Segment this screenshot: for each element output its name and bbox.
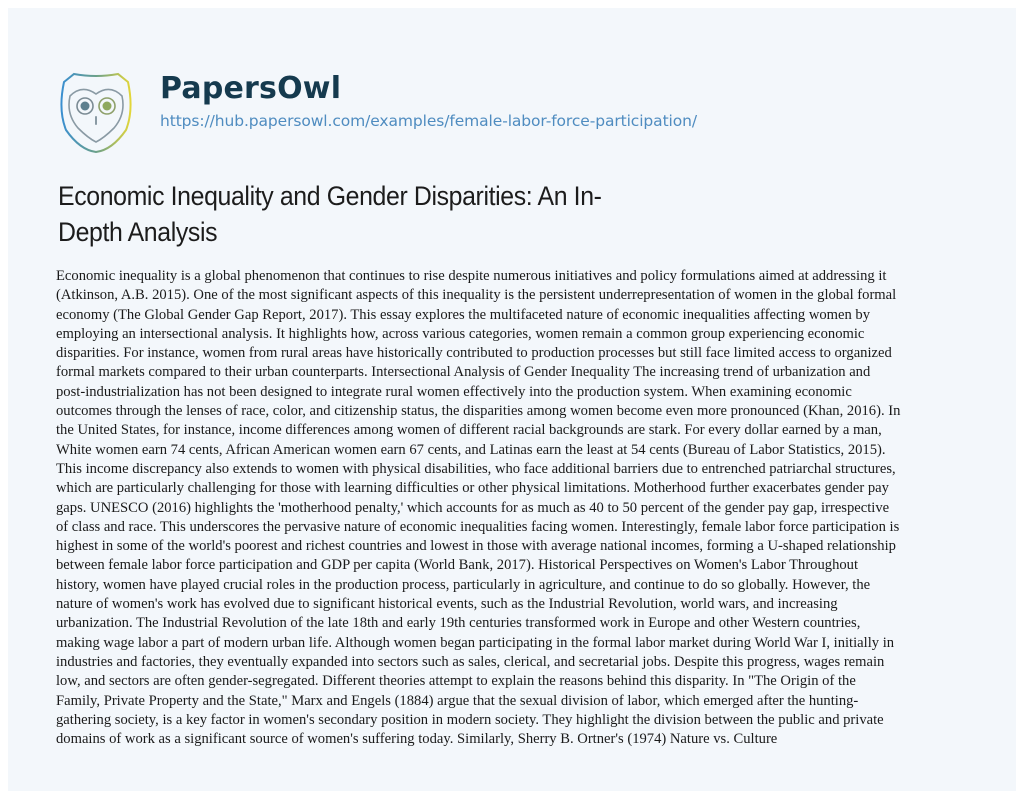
body-line: Economic inequality is a global phenomenon that continues to rise despite numerous initiatives and policy formulations aimed at addressing it [56, 268, 887, 284]
page-title [58, 178, 702, 250]
body-line: low, and sectors are often gender-segregated. Different theories attempt to explain the reasons behind this disparity. In "The Origin of the [56, 673, 856, 690]
body-line: the United States, for instance, income differences among women of different racial backgrounds are stark. For every dollar earned by a man, [56, 422, 882, 439]
body-line: gaps. UNESCO (2016) highlights the 'motherhood penalty,' which accounts for as much as 40 to 50 percent of the gender pay gap, irrespective [56, 499, 890, 516]
body-line: Family, Private Property and the State," Marx and Engels (1884) argue that the sexual division of labor, which emerged after the hunting- [56, 692, 859, 709]
body-line: nature of women's work has evolved due to significant historical events, such as the Industrial Revolution, world wars, and increasing [56, 596, 838, 613]
document-card [8, 8, 1016, 791]
site-header [56, 70, 136, 166]
body-line: urbanization. The Industrial Revolution of the late 18th and early 19th centuries transformed work in Europe and other Western countries, [56, 615, 861, 632]
body-line: industries and factories, they eventually expanded into sectors such as sales, clerical, and secretarial jobs. Despite this progress, wages remain [56, 653, 885, 670]
body-line: of class and race. This underscores the pervasive nature of economic inequalities facing women. Interestingly, female labor force participation is [56, 518, 900, 535]
body-line: making wage labor a part of modern urban life. Although women began participating in the formal labor market during World War I, initially in [56, 634, 895, 651]
article-body [56, 267, 982, 749]
body-line: White women earn 74 cents, African American women earn 67 cents, and Latinas earn the least at 54 cents (Bureau of Labor Statistics, 2015). [56, 441, 886, 458]
body-line: outcomes through the lenses of race, color, and citizenship status, the disparities among women become even more pronounced (Khan, 2016). In [56, 403, 901, 420]
source-url-link[interactable]: https://hub.papersowl.com/examples/female-labor-force-participation/ [160, 112, 697, 130]
body-line: highest in some of the world's poorest and richest countries and lowest in those with average national incomes, forming a U-shaped relationship [56, 538, 896, 555]
title-line-2: Depth Analysis [58, 217, 218, 247]
brand-name[interactable]: PapersOwl [160, 71, 342, 106]
body-line: disparities. For instance, women from rural areas have historically contributed to production processes but still face limited access to organized [56, 345, 892, 362]
body-line: domains of work as a significant source of women's suffering today. Similarly, Sherry B. Ortner's (1974) Nature vs. Culture [56, 731, 778, 748]
body-line: employing an intersectional analysis. It highlights how, across various categories, women remain a common group experiencing economic [56, 325, 865, 342]
body-line: history, women have played crucial roles in the production process, particularly in agriculture, and continue to do so globally. However, the [56, 576, 871, 593]
body-line: This income discrepancy also extends to women with physical disabilities, who face additional barriers due to entrenched patriarchal structures, [56, 460, 896, 477]
body-line: formal markets compared to their urban counterparts. Intersectional Analysis of Gender Inequality The increasing trend of urbanization and [56, 364, 871, 381]
body-line: post-industrialization has not been designed to integrate rural women effectively into the production system. When examining economic [56, 383, 852, 400]
brand [160, 70, 341, 108]
body-line: economy (The Global Gender Gap Report, 2017). This essay explores the multifaceted nature of economic inequalities affecting women by [56, 306, 871, 323]
body-line: gathering society, is a key factor in women's secondary position in modern society. They highlight the division between the public and private [56, 711, 884, 728]
title-line-1: Economic Inequality and Gender Disparities: An In- [58, 181, 602, 211]
owl-logo-icon[interactable] [56, 70, 136, 156]
body-line: between female labor force participation and GDP per capita (World Bank, 2017). Historical Perspectives on Women's Labor Throughout [56, 557, 859, 574]
body-line: which are particularly challenging for those with learning difficulties or other physical limitations. Motherhood further exacerbates gender pay [56, 480, 889, 497]
body-line: (Atkinson, A.B. 2015). One of the most significant aspects of this inequality is the persistent underrepresentation of women in the global formal [56, 287, 897, 304]
